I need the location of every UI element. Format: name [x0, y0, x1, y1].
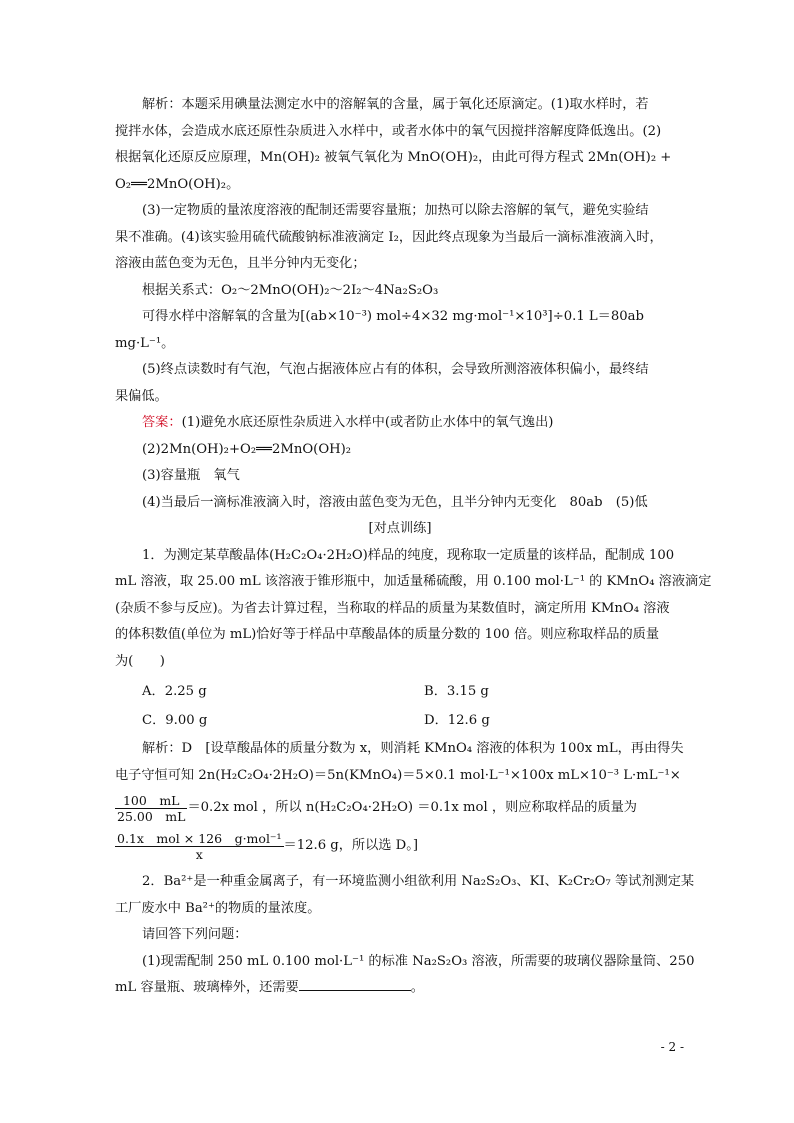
answer-text: (1)避免水底还原性杂质进入水样中(或者防止水体中的氧气逸出) — [181, 415, 554, 430]
analysis-line: 搅拌水体，会造成水底还原性杂质进入水样中，或者水体中的氧气因搅拌溶解度降低逸出。(2) — [115, 123, 662, 139]
options-row — [115, 708, 685, 735]
analysis-line: (3)一定物质的量浓度溶液的配制还需要容量瓶；加热可以除去溶解的氧气，避免实验结 — [142, 203, 649, 218]
analysis-line: 根据氧化还原反应原理，Mn(OH)₂ 被氧气氧化为 MnO(OH)₂，由此可得方程式 2Mn(OH)₂ + — [115, 150, 672, 165]
analysis-section — [115, 92, 712, 1002]
analysis-line: 果偏低。 — [115, 388, 168, 404]
fraction-denominator: 25.00 mL — [117, 808, 186, 824]
option-d: D．12.6 g — [424, 712, 490, 728]
question-line: mL 溶液，取 25.00 mL 该溶液于锥形瓶中，加适量稀硫酸，用 0.100 mol·L⁻¹ 的 KMnO₄ 溶液滴定 — [115, 574, 712, 589]
solution-fraction-line — [115, 789, 685, 827]
answer-blank — [299, 976, 411, 991]
question-line: (1)现需配制 250 mL 0.100 mol·L⁻¹ 的标准 Na₂S₂O₃ 溶液，所需要的玻璃仪器除量筒、250 — [142, 953, 695, 969]
fraction-numerator: 0.1x mol × 126 g·mol⁻¹ — [117, 830, 282, 846]
fraction — [115, 831, 284, 862]
page-number: - 2 - — [660, 1040, 684, 1054]
question-line: 工厂废水中 Ba²⁺的物质的量浓度。 — [115, 900, 321, 916]
answer-line — [115, 410, 685, 437]
question-line: 请回答下列问题： — [142, 927, 248, 942]
option-a: A．2.25 g — [142, 684, 207, 699]
analysis-line: (5)终点读数时有气泡，气泡占据液体应占有的体积，会导致所测溶液体积偏小，最终结 — [142, 362, 649, 377]
analysis-line: mg·L⁻¹。 — [115, 335, 175, 351]
question-line: 为( ) — [115, 653, 165, 669]
fraction-numerator: 100 mL — [115, 793, 187, 809]
analysis-line: 溶液由蓝色变为无色，且半分钟内无变化； — [115, 256, 366, 271]
solution-text: ＝12.6 g，所以选 D。] — [283, 838, 418, 853]
answer-label: 答案： — [142, 415, 182, 430]
question-text: mL 容量瓶、玻璃棒外，还需要 — [115, 980, 299, 995]
question-line: 的体积数值(单位为 mL)恰好等于样品中草酸晶体的质量分数的 100 倍。则应称取样品的质量 — [115, 627, 660, 642]
analysis-line: 可得水样中溶解氧的含量为[(ab×10⁻³) mol÷4×32 mg·mol⁻¹×10³]÷0.1 L＝80ab — [142, 309, 644, 324]
option-b: B．3.15 g — [424, 684, 489, 699]
question-text-end: 。 — [410, 980, 424, 995]
answer-line: (3)容量瓶 氧气 — [142, 468, 240, 483]
question-line: 1．为测定某草酸晶体(H₂C₂O₄·2H₂O)样品的纯度，现称取一定质量的该样品，配制成 100 — [142, 547, 675, 563]
solution-line: 电子守恒可知 2n(H₂C₂O₄·2H₂O)＝5n(KMnO₄)＝5×0.1 mol·L⁻¹×100x mL×10⁻³ L·mL⁻¹× — [115, 767, 681, 783]
question-line — [115, 975, 685, 1002]
option-c: C．9.00 g — [142, 712, 208, 728]
solution-text: ＝0.2x mol ，所以 n(H₂C₂O₄·2H₂O) ＝0.1x mol ，则应称取样品的质量为 — [187, 800, 637, 815]
analysis-line: 解析：本题采用碘量法测定水中的溶解氧的含量，属于氧化还原滴定。(1)取水样时，若 — [142, 97, 649, 112]
solution-line: 解析：D [设草酸晶体的质量分数为 x，则消耗 KMnO₄ 溶液的体积为 100x mL，再由得失 — [142, 741, 684, 756]
fraction — [115, 793, 187, 824]
analysis-line: 果不准确。(4)该实验用硫代硫酸钠标准液滴定 I₂，因此终点现象为当最后一滴标准液滴入时， — [115, 229, 663, 245]
solution-fraction-line — [115, 827, 685, 865]
analysis-line: O₂══2MnO(OH)₂。 — [115, 176, 240, 192]
analysis-line: 根据关系式：O₂～2MnO(OH)₂～2I₂～4Na₂S₂O₃ — [142, 282, 439, 298]
options-row — [115, 679, 685, 706]
answer-line: (2)2Mn(OH)₂+O₂══2MnO(OH)₂ — [142, 441, 352, 457]
fraction-denominator: x — [195, 846, 203, 862]
answer-line: (4)当最后一滴标准液滴入时，溶液由蓝色变为无色，且半分钟内无变化 80ab (5)低 — [142, 494, 648, 510]
question-line: (杂质不参与反应)。为省去计算过程，当称取的样品的质量为某数值时，滴定所用 KMnO₄ 溶液 — [115, 600, 670, 616]
question-line: 2．Ba²⁺是一种重金属离子，有一环境监测小组欲利用 Na₂S₂O₃、KI、K₂Cr₂O₇ 等试剂测定某 — [142, 874, 695, 889]
section-title: [对点训练] — [368, 521, 432, 536]
